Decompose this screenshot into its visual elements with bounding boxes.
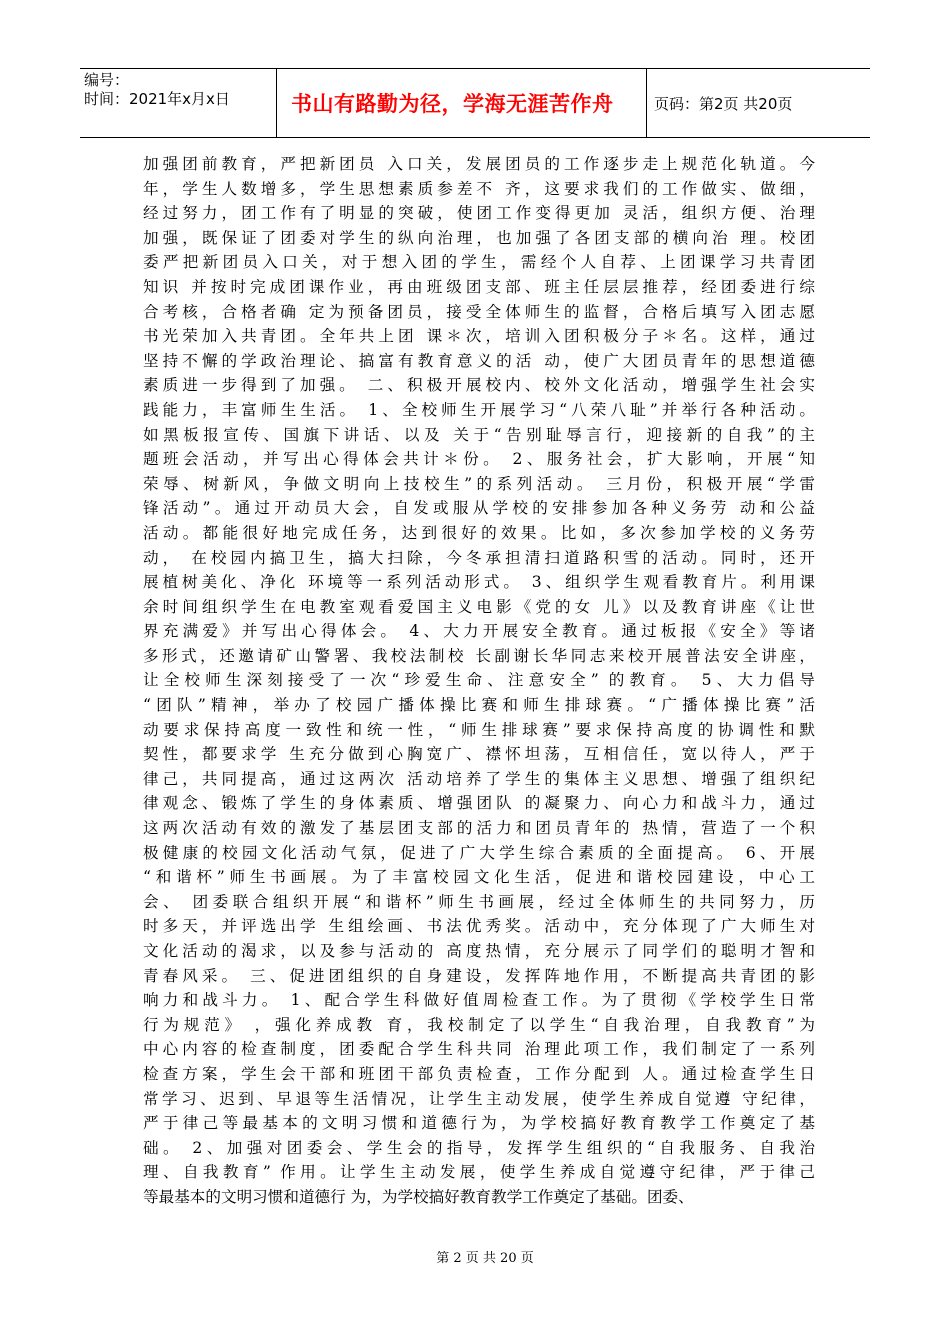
body-line: 坚持不懈的学政治理论、搞富有教育意义的活 动，使广大团员青年的思想道德 [143,351,815,370]
document-body [143,152,815,1210]
body-line: 理、自我教育” 作用。让学生主动发展，使学生养成自觉遵守纪律，严于律己 [143,1163,815,1182]
page-footer [0,1247,950,1266]
body-line: 年，学生人数增多，学生思想素质参差不 齐，这要求我们的工作做实、做细， [143,179,815,198]
body-line: 素质进一步得到了加强。 二、积极开展校内、校外文化活动，增强学生社会实 [143,376,815,395]
body-line: 严于律己等最基本的文明习惯和道德行为，为学校搞好教育教学工作奠定了基 [143,1114,815,1133]
body-line: 展植树美化、净化 环境等一系列活动形式。 3、组织学生观看教育片。利用课 [143,573,815,592]
body-line: 让全校师生深刻接受了一次“珍爱生命、注意安全” 的教育。 5、大力倡导 [143,671,815,690]
body-line: 行为规范》 ，强化养成教 育，我校制定了以学生“自我治理，自我教育”为 [143,1015,815,1034]
body-line: 活动。都能很好地完成任务，达到很好的效果。比如，多次参加学校的义务劳 [143,523,815,542]
body-line: 律观念、锻炼了学生的身体素质、增强团队 的凝聚力、向心力和战斗力，通过 [143,794,815,813]
body-line: 加强团前教育，严把新团员 入口关，发展团员的工作逐步走上规范化轨道。今 [143,155,815,173]
body-line: 界充满爱》并写出心得体会。 4、大力开展安全教育。通过板报《安全》等诸 [143,622,815,641]
number-label: 编号： [84,71,130,89]
body-line: 极健康的校园文化活动气氛，促进了广大学生综合素质的全面提高。 6、开展 [143,843,815,862]
body-line: 响力和战斗力。 1、配合学生科做好值周检查工作。为了贯彻《学校学生日常 [143,991,815,1010]
body-line: 经过努力，团工作有了明显的突破，使团工作变得更加 灵活，组织方便、治理 [143,204,815,223]
body-line: 等最基本的文明习惯和道德行 为，为学校搞好教育教学工作奠定了基础。团委、 [143,1187,694,1206]
body-line: 动要求保持高度一致性和统一性，“师生排球赛”要求保持高度的协调性和默 [143,720,815,739]
body-line: 契性，都要求学 生充分做到心胸宽广、襟怀坦荡，互相信任，宽以待人，严于 [143,745,815,764]
body-line: 锋活动”。通过开动员大会，自发或服从学校的安排参加各种义务劳 动和公益 [143,499,815,518]
body-line: 常学习、迟到、早退等生活情况，让学生主动发展，使学生养成自觉遵 守纪律， [143,1089,815,1108]
body-line: 检查方案，学生会干部和班团干部负责检查，工作分配到 人。通过检查学生日 [143,1064,815,1083]
header-meta [80,69,277,137]
body-line: 会、 团委联合组织开展“和谐杯”师生书画展，经过全体师生的共同努力，历 [143,892,815,911]
body-line: 委严把新团员入口关，对于想入团的学生，需经个人自荐、上团课学习共青团 [143,253,815,272]
body-line: 余时间组织学生在电教室观看爱国主义电影《党的女 儿》以及教育讲座《让世 [143,597,815,616]
page-info-text: 页码：第2页 共20页 [654,94,793,113]
body-line: “团队”精神，举办了校园广播体操比赛和师生排球赛。“广播体操比赛”活 [143,696,815,715]
body-line: 题班会活动，并写出心得体会共计＊份。 2、服务社会，扩大影响，开展“知 [143,450,815,469]
body-line: “和谐杯”师生书画展。为了丰富校园文化生活，促进和谐校园建设，中心工 [143,868,815,887]
page-header [80,68,870,138]
body-line: 时多天，并评选出学 生组绘画、书法优秀奖。活动中，充分体现了广大师生对 [143,917,815,936]
body-line: 合考核，合格者确 定为预备团员，接受全体师生的监督，合格后填写入团志愿 [143,302,815,321]
header-motto [277,69,647,137]
body-line: 知识 并按时完成团课作业，再由班级团支部、班主任层层推荐，经团委进行综 [143,277,815,296]
body-line: 中心内容的检查制度，团委配合学生科共同 治理此项工作，我们制定了一系列 [143,1040,815,1059]
body-line: 青春风采。 三、促进团组织的自身建设，发挥阵地作用，不断提高共青团的影 [143,966,815,985]
time-label: 时间：2021年x月x日 [84,90,230,108]
header-page-info [647,69,870,137]
body-line: 加强，既保证了团委对学生的纵向治理，也加强了各团支部的横向治 理。校团 [143,228,815,247]
body-line: 书光荣加入共青团。全年共上团 课＊次，培训入团积极分子＊名。这样，通过 [143,327,815,346]
motto-text: 书山有路勤为径，学海无涯苦作舟 [291,92,614,116]
body-line: 多形式，还邀请矿山警署、我校法制校 长副谢长华同志来校开展普法安全讲座， [143,646,815,665]
body-line: 如黑板报宣传、国旗下讲话、以及 关于“告别耻辱言行，迎接新的自我”的主 [143,425,815,444]
body-line: 律己，共同提高，通过这两次 活动培养了学生的集体主义思想、增强了组织纪 [143,769,815,788]
body-line: 础。 2、加强对团委会、学生会的指导，发挥学生组织的“自我服务、自我治 [143,1138,815,1157]
body-line: 文化活动的渴求，以及参与活动的 高度热情，充分展示了同学们的聪明才智和 [143,942,815,960]
footer-page-number: 第 2 页 共 20 页 [436,1251,534,1266]
body-line: 践能力，丰富师生生活。 1、全校师生开展学习“八荣八耻”并举行各种活动。 [143,400,815,419]
body-line: 这两次活动有效的激发了基层团支部的活力和团员青年的 热情，营造了一个积 [143,819,815,838]
body-line: 荣辱、树新风，争做文明向上技校生”的系列活动。 三月份，积极开展“学雷 [143,474,815,493]
body-line: 动， 在校园内搞卫生，搞大扫除，今冬承担清扫道路积雪的活动。同时，还开 [143,548,815,567]
